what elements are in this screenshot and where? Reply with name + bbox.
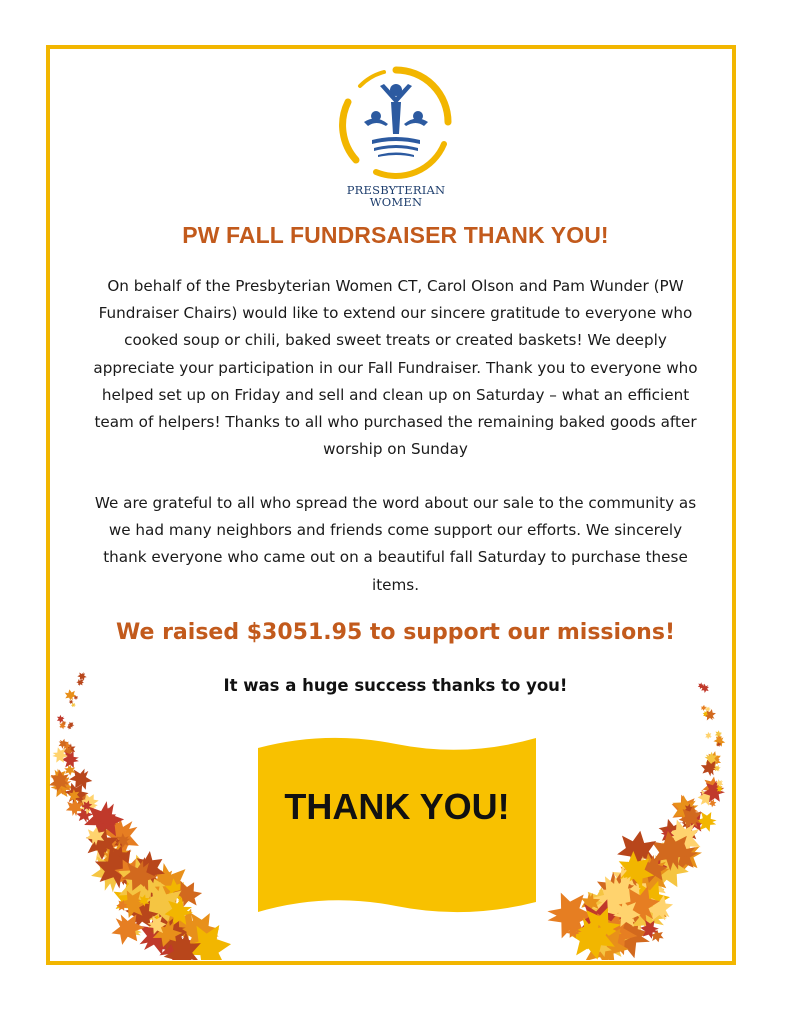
thank-you-paragraph: On behalf of the Presbyterian Women CT, Carol Olson and Pam Wunder (PW Fundraiser Chairs) would like to extend our sincere gratitude to everyone who cooked soup or chili, baked sweet treats or created baskets! We deeply appreciate your participation in our Fall Fundraiser. Thank you to everyone who helped set up on Friday and sell and clean up on Saturday – what an efficient team of helpers! Thanks to all who purchased the remaining baked goods after worship on Sunday <box>93 277 698 459</box>
community-paragraph: We are grateful to all who spread the word about our sale to the community as we had many neighbors and friends come support our efforts. We sincerely thank everyone who came out on a beautiful fall Saturday to purchase these items. <box>94 494 697 594</box>
banner-thank-you-text: THANK YOU! <box>284 786 510 827</box>
autumn-leaves-left-icon <box>48 670 248 960</box>
success-text: It was a huge success thanks to you! <box>223 676 568 695</box>
autumn-leaves-right-icon <box>545 680 735 960</box>
logo-wordmark <box>336 184 456 208</box>
logo-text-line2: WOMEN <box>369 195 423 209</box>
amount-raised-text: We raised $3051.95 to support our missions! <box>116 620 675 645</box>
logo-text-line1: PRESBYTERIAN <box>346 183 446 197</box>
page-title: PW FALL FUNDRSAISER THANK YOU! <box>182 222 609 248</box>
